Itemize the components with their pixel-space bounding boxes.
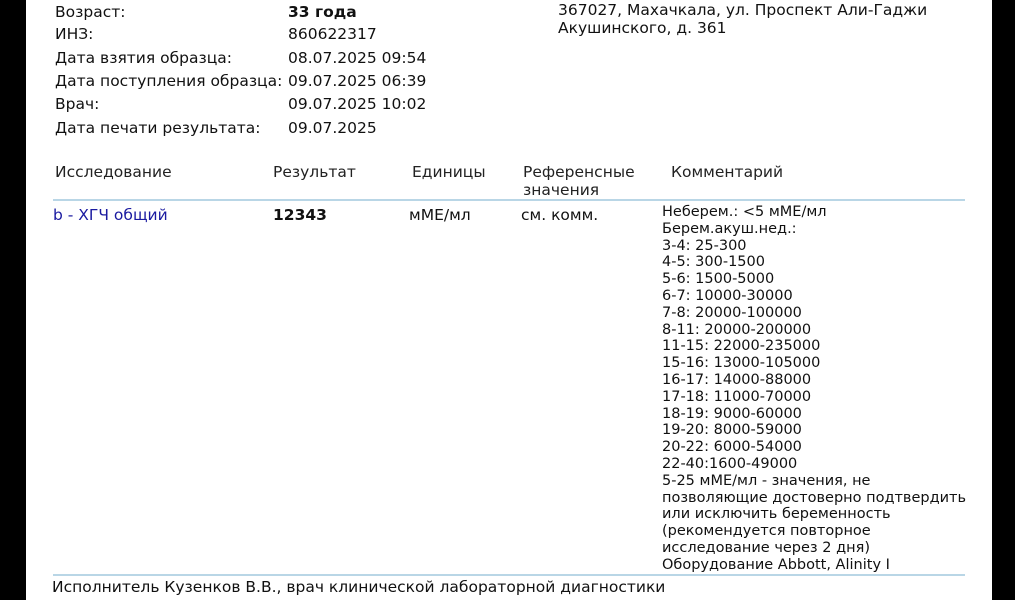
sample-taken-value: 08.07.2025 09:54 <box>288 49 427 67</box>
comment-line: 20-22: 6000-54000 <box>662 439 802 456</box>
comment-line: 11-15: 22000-235000 <box>662 338 821 355</box>
header-reference-1: Референсные <box>523 163 635 181</box>
comment-line: 5-25 мМЕ/мл - значения, не <box>662 472 871 489</box>
comment-line: исследование через 2 дня) <box>662 539 870 556</box>
inz-label: ИНЗ: <box>55 25 94 43</box>
test-name: b - ХГЧ общий <box>53 206 168 224</box>
comment-line: 8-11: 20000-200000 <box>662 321 812 338</box>
comment-line: позволяющие достоверно подтвердить <box>662 489 967 506</box>
lab-report-page <box>26 0 992 600</box>
header-comment: Комментарий <box>671 163 784 181</box>
comment-line: (рекомендуется повторное <box>662 523 871 540</box>
comment-line: или исключить беременность <box>662 506 891 523</box>
doctor-value: 09.07.2025 10:02 <box>288 95 427 113</box>
comment-line: 17-18: 11000-70000 <box>662 388 812 405</box>
comment-line: 7-8: 20000-100000 <box>662 304 802 321</box>
comment-line: 18-19: 9000-60000 <box>662 405 802 422</box>
header-test: Исследование <box>55 163 172 181</box>
print-date-label: Дата печати результата: <box>55 119 261 137</box>
print-date-value: 09.07.2025 <box>288 119 377 137</box>
sample-received-value: 09.07.2025 06:39 <box>288 72 427 90</box>
comment-line: 6-7: 10000-30000 <box>662 287 793 304</box>
comment-line: Берем.акуш.нед.: <box>662 220 797 237</box>
test-units: мМЕ/мл <box>409 206 471 224</box>
test-reference: см. комм. <box>521 206 599 224</box>
sample-taken-label: Дата взятия образца: <box>55 49 233 67</box>
address-line-2: Акушинского, д. 361 <box>558 19 727 37</box>
inz-value: 860622317 <box>288 25 377 43</box>
comment-line: 4-5: 300-1500 <box>662 254 765 271</box>
test-comment <box>662 204 972 574</box>
comment-line: 5-6: 1500-5000 <box>662 271 775 288</box>
sample-received-label: Дата поступления образца: <box>55 72 283 90</box>
comment-line: 19-20: 8000-59000 <box>662 422 802 439</box>
doctor-label: Врач: <box>55 95 100 113</box>
comment-line: 22-40:1600-49000 <box>662 455 798 472</box>
comment-line: 3-4: 25-300 <box>662 237 747 254</box>
comment-line: 15-16: 13000-105000 <box>662 355 821 372</box>
executor-line: Исполнитель Кузенков В.В., врач клинической лабораторной диагностики <box>52 578 666 596</box>
comment-line: 16-17: 14000-88000 <box>662 371 812 388</box>
comment-line: Неберем.: <5 мМЕ/мл <box>662 204 827 220</box>
age-value: 33 года <box>288 3 357 21</box>
address-line-1: 367027, Махачкала, ул. Проспект Али-Гаджи <box>558 1 928 19</box>
header-divider <box>53 199 965 201</box>
header-units: Единицы <box>412 163 486 181</box>
footer-divider <box>53 574 965 576</box>
header-result: Результат <box>273 163 356 181</box>
header-reference-2: значения <box>523 181 600 199</box>
age-label: Возраст: <box>55 3 126 21</box>
comment-line: Оборудование Abbott, Alinity I <box>662 556 890 573</box>
test-result: 12343 <box>273 206 327 224</box>
